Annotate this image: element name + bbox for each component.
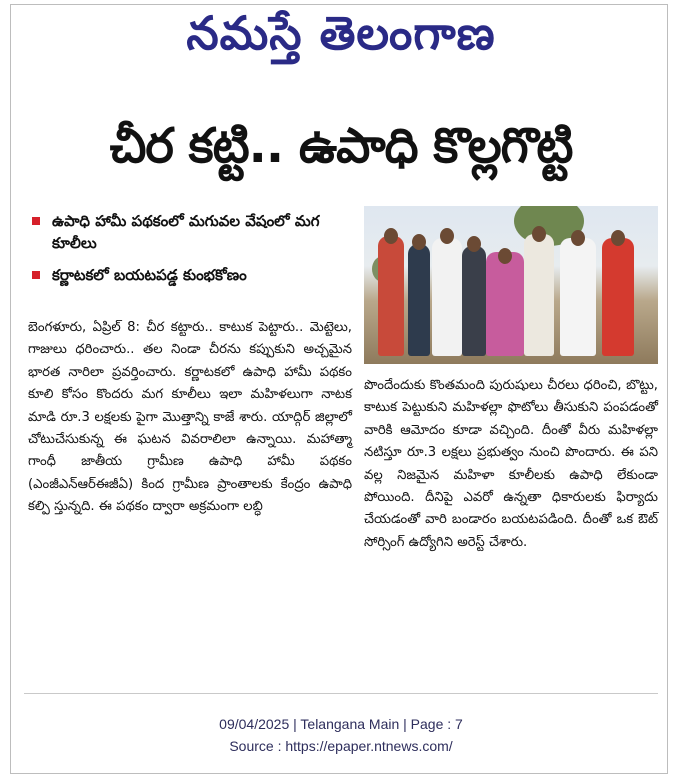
- person-head: [611, 230, 625, 246]
- person-figure: [486, 252, 524, 356]
- bullet-item: [28, 210, 358, 254]
- bullet-text: కర్ణాటకలో బయటపడ్డ కుంభకోణం: [52, 266, 247, 284]
- person-figure: [462, 246, 486, 356]
- person-figure: [378, 236, 404, 356]
- masthead: నమస్తే తెలంగాణ: [186, 6, 496, 60]
- person-figure: [408, 244, 430, 356]
- footer-source[interactable]: Source : https://epaper.ntnews.com/: [229, 738, 453, 754]
- footer-divider: [24, 693, 658, 694]
- person-head: [532, 226, 546, 242]
- person-head: [467, 236, 481, 252]
- article-text-right: పొందేందుకు కొంతమంది పురుషులు చీరలు ధరించి, బొట్టు, కాటుక పెట్టుకుని మహిళల్లా ఫొటోలు తీసుకుని పంపడంతో వారికి ఆమోదం కూడా వచ్చింది. దీంతో వీరు మహిళల్లా నటిస్తూ రూ.3 లక్షలు ప్రభుత్వం నుంచి పొందారు. ఈ పని వల్ల నిజమైన మహిళా కూలీలకు ఉపాధి లేకుండా పోయింది. దీనిపై ఎవరో ఉన్నతా ధికారులకు ఫిర్యాదు చేయడంతో వారి బండారం బయటపడింది. దీంతో ఒక ఔట్ సోర్సింగ్ ఉద్యోగిని అరెస్ట్ చేశారు.: [364, 378, 658, 550]
- bullet-square-icon: [32, 217, 40, 225]
- person-head: [440, 228, 454, 244]
- headline: చీర కట్టి.. ఉపాధి కొల్లగొట్టి: [109, 118, 573, 174]
- person-head: [412, 234, 426, 250]
- bullet-square-icon: [32, 271, 40, 279]
- subheading-bullets: [28, 210, 358, 286]
- person-figure: [432, 238, 462, 356]
- bullet-text: ఉపాధి హామీ పథకంలో మగువల వేషంలో మగ కూలీలు: [52, 212, 320, 252]
- footer-date-edition: 09/04/2025 | Telangana Main | Page : 7: [219, 716, 463, 732]
- person-head: [498, 248, 512, 264]
- person-head: [384, 228, 398, 244]
- bullet-item: [28, 264, 358, 286]
- news-photo: [364, 206, 658, 364]
- person-figure: [602, 238, 634, 356]
- article-column-right: [364, 375, 658, 554]
- person-figure: [524, 234, 554, 356]
- person-figure: [560, 238, 596, 356]
- article-column-left: [28, 317, 352, 519]
- person-head: [571, 230, 585, 246]
- article-text-left: బెంగళూరు, ఏప్రిల్ 8: చీర కట్టారు.. కాటుక పెట్టారు.. మెట్టెలు, గాజులు ధరించారు.. తల నిండా చీరను కప్పుకుని అచ్చమైన భారత నారిలా ప్రవర్తించారు. కర్ణాటకలో ఉపాధి హామీ పథకం కూలి కోసం కొందరు మగ కూలీలు ఇలా మహిళలుగా నాటక మాడి రూ.3 లక్షలకు పైగా మొత్తాన్ని కాజే శారు. యాద్గిర్ జిల్లాలో చోటుచేసుకున్న ఈ ఘటన వివరాలిలా ఉన్నాయి. మహాత్మా గాంధీ జాతీయ గ్రామీణ ఉపాధి హామీ పథకం (ఎంజీఎన్ఆర్ఈజీఏ) కింద గ్రామీణ ప్రాంతాలకు కేంద్రం ఉపాధి కల్పి స్తున్నది. ఈ పథకం ద్వారా అక్రమంగా లబ్ధి: [28, 320, 352, 515]
